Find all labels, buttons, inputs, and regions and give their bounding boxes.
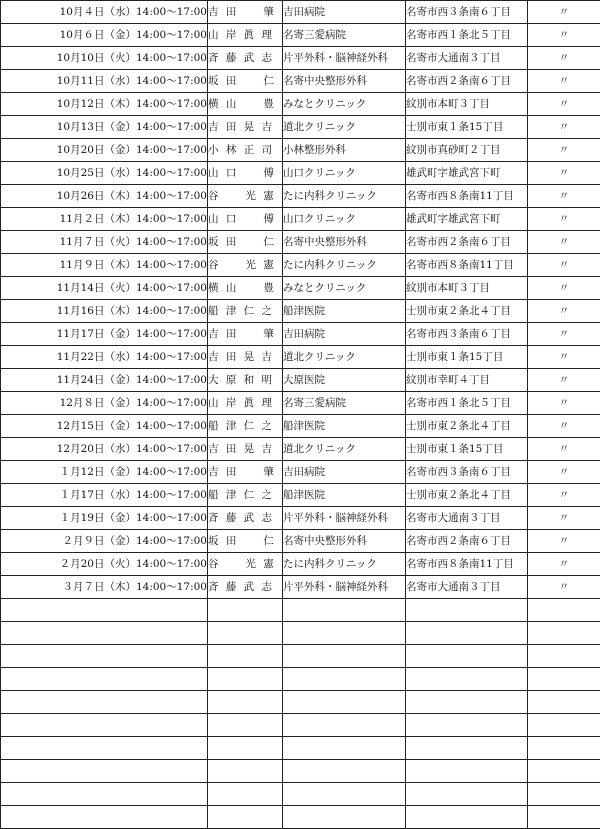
table-row xyxy=(1,162,600,185)
ditto-mark-cell: 〃 xyxy=(528,185,600,208)
address-cell: 名寄市大通南３丁目 xyxy=(406,47,528,70)
ditto-mark-cell: 〃 xyxy=(528,1,600,24)
doctor-cell xyxy=(208,599,283,622)
address-cell xyxy=(406,806,528,829)
table-row xyxy=(1,369,600,392)
hospital-cell: みなとクリニック xyxy=(283,277,406,300)
table-row xyxy=(1,231,600,254)
ditto-mark-cell: 〃 xyxy=(528,300,600,323)
hospital-cell: 片平外科・脳神経外科 xyxy=(283,507,406,530)
ditto-mark-cell: 〃 xyxy=(528,277,600,300)
address-cell xyxy=(406,668,528,691)
address-cell: 名寄市西２条南６丁目 xyxy=(406,70,528,93)
ditto-mark-cell: 〃 xyxy=(528,415,600,438)
table-row xyxy=(1,93,600,116)
date-cell: 11月24日（金）14:00～17:00 xyxy=(1,369,208,392)
doctor-cell: 斉 藤 武 志 xyxy=(208,576,283,599)
ditto-mark-cell xyxy=(528,760,600,783)
date-cell: 11月16日（木）14:00～17:00 xyxy=(1,300,208,323)
doctor-cell: 小 林 正 司 xyxy=(208,139,283,162)
table-row xyxy=(1,622,600,645)
doctor-cell: 坂 田 仁 xyxy=(208,231,283,254)
address-cell: 士別市東２条北４丁目 xyxy=(406,484,528,507)
ditto-mark-cell: 〃 xyxy=(528,576,600,599)
doctor-cell: 谷 光 憲 xyxy=(208,553,283,576)
date-cell: 12月８日（金）14:00～17:00 xyxy=(1,392,208,415)
address-cell: 名寄市西２条南６丁目 xyxy=(406,530,528,553)
table-row xyxy=(1,645,600,668)
hospital-cell: 名寄中央整形外科 xyxy=(283,530,406,553)
ditto-mark-cell: 〃 xyxy=(528,93,600,116)
table-row xyxy=(1,783,600,806)
doctor-cell xyxy=(208,714,283,737)
doctor-cell: 船 津 仁 之 xyxy=(208,484,283,507)
date-cell: １月17日（水）14:00～17:00 xyxy=(1,484,208,507)
ditto-mark-cell: 〃 xyxy=(528,461,600,484)
date-cell: 10月11日（水）14:00～17:00 xyxy=(1,70,208,93)
date-cell: 12月20日（水）14:00～17:00 xyxy=(1,438,208,461)
table-row xyxy=(1,553,600,576)
date-cell: 11月２日（木）14:00～17:00 xyxy=(1,208,208,231)
date-cell: １月12日（金）14:00～17:00 xyxy=(1,461,208,484)
hospital-cell: 名寄三愛病院 xyxy=(283,392,406,415)
ditto-mark-cell: 〃 xyxy=(528,139,600,162)
table-row xyxy=(1,277,600,300)
ditto-mark-cell: 〃 xyxy=(528,24,600,47)
ditto-mark-cell xyxy=(528,783,600,806)
date-cell: 11月９日（木）14:00～17:00 xyxy=(1,254,208,277)
address-cell: 紋別市本町３丁目 xyxy=(406,93,528,116)
date-cell: 10月12日（木）14:00～17:00 xyxy=(1,93,208,116)
hospital-cell: たに内科クリニック xyxy=(283,254,406,277)
date-cell xyxy=(1,806,208,829)
hospital-cell: たに内科クリニック xyxy=(283,553,406,576)
doctor-cell: 船 津 仁 之 xyxy=(208,300,283,323)
doctor-cell: 大 原 和 明 xyxy=(208,369,283,392)
doctor-cell xyxy=(208,645,283,668)
doctor-cell: 横 山 豊 xyxy=(208,93,283,116)
ditto-mark-cell xyxy=(528,806,600,829)
date-cell xyxy=(1,737,208,760)
doctor-cell: 斉 藤 武 志 xyxy=(208,507,283,530)
hospital-cell: 船津医院 xyxy=(283,300,406,323)
date-cell: 11月22日（水）14:00～17:00 xyxy=(1,346,208,369)
date-cell xyxy=(1,783,208,806)
table-row xyxy=(1,691,600,714)
address-cell: 名寄市西３条南６丁目 xyxy=(406,323,528,346)
address-cell xyxy=(406,737,528,760)
date-cell xyxy=(1,645,208,668)
date-cell: 10月４日（水）14:00～17:00 xyxy=(1,1,208,24)
hospital-cell xyxy=(283,714,406,737)
schedule-table-body xyxy=(1,1,600,829)
date-cell xyxy=(1,599,208,622)
ditto-mark-cell xyxy=(528,599,600,622)
doctor-cell: 吉 田 晃 吉 xyxy=(208,346,283,369)
doctor-cell xyxy=(208,783,283,806)
hospital-cell: 道北クリニック xyxy=(283,346,406,369)
address-cell: 雄武町字雄武宮下町 xyxy=(406,162,528,185)
hospital-cell xyxy=(283,806,406,829)
hospital-cell: 小林整形外科 xyxy=(283,139,406,162)
table-row xyxy=(1,24,600,47)
hospital-cell: 名寄中央整形外科 xyxy=(283,70,406,93)
ditto-mark-cell xyxy=(528,645,600,668)
address-cell xyxy=(406,645,528,668)
table-row xyxy=(1,714,600,737)
ditto-mark-cell: 〃 xyxy=(528,346,600,369)
table-row xyxy=(1,530,600,553)
address-cell: 士別市東１条15丁目 xyxy=(406,346,528,369)
doctor-cell xyxy=(208,622,283,645)
date-cell: 10月26日（木）14:00～17:00 xyxy=(1,185,208,208)
table-row xyxy=(1,300,600,323)
hospital-cell xyxy=(283,783,406,806)
date-cell: 10月13日（金）14:00～17:00 xyxy=(1,116,208,139)
table-row xyxy=(1,47,600,70)
doctor-cell xyxy=(208,668,283,691)
ditto-mark-cell: 〃 xyxy=(528,231,600,254)
address-cell xyxy=(406,599,528,622)
table-row xyxy=(1,1,600,24)
address-cell: 雄武町字雄武宮下町 xyxy=(406,208,528,231)
ditto-mark-cell: 〃 xyxy=(528,208,600,231)
hospital-cell: 吉田病院 xyxy=(283,1,406,24)
hospital-cell: 道北クリニック xyxy=(283,116,406,139)
table-row xyxy=(1,70,600,93)
address-cell: 紋別市本町３丁目 xyxy=(406,277,528,300)
ditto-mark-cell: 〃 xyxy=(528,530,600,553)
address-cell: 名寄市西８条南11丁目 xyxy=(406,553,528,576)
date-cell: ３月７日（木）14:00～17:00 xyxy=(1,576,208,599)
address-cell: 紋別市真砂町２丁目 xyxy=(406,139,528,162)
ditto-mark-cell: 〃 xyxy=(528,507,600,530)
ditto-mark-cell xyxy=(528,691,600,714)
hospital-cell xyxy=(283,622,406,645)
address-cell: 名寄市西８条南11丁目 xyxy=(406,254,528,277)
date-cell xyxy=(1,691,208,714)
address-cell xyxy=(406,691,528,714)
table-row xyxy=(1,139,600,162)
address-cell: 士別市東１条15丁目 xyxy=(406,438,528,461)
date-cell: 11月７日（火）14:00～17:00 xyxy=(1,231,208,254)
doctor-cell: 谷 光 憲 xyxy=(208,254,283,277)
date-cell xyxy=(1,760,208,783)
address-cell xyxy=(406,783,528,806)
doctor-cell: 斉 藤 武 志 xyxy=(208,47,283,70)
address-cell: 名寄市大通南３丁目 xyxy=(406,507,528,530)
hospital-cell: 片平外科・脳神経外科 xyxy=(283,576,406,599)
doctor-cell: 吉 田 肇 xyxy=(208,461,283,484)
address-cell: 士別市東２条北４丁目 xyxy=(406,415,528,438)
table-row xyxy=(1,116,600,139)
table-row xyxy=(1,461,600,484)
date-cell xyxy=(1,714,208,737)
table-row xyxy=(1,806,600,829)
doctor-cell xyxy=(208,806,283,829)
table-row xyxy=(1,185,600,208)
hospital-cell: 道北クリニック xyxy=(283,438,406,461)
date-cell xyxy=(1,668,208,691)
hospital-cell xyxy=(283,691,406,714)
table-row xyxy=(1,254,600,277)
doctor-cell: 坂 田 仁 xyxy=(208,70,283,93)
hospital-cell: 名寄三愛病院 xyxy=(283,24,406,47)
hospital-cell xyxy=(283,645,406,668)
doctor-cell: 吉 田 肇 xyxy=(208,323,283,346)
table-row xyxy=(1,507,600,530)
address-cell: 名寄市西３条南６丁目 xyxy=(406,461,528,484)
address-cell: 名寄市大通南３丁目 xyxy=(406,576,528,599)
ditto-mark-cell xyxy=(528,737,600,760)
address-cell: 名寄市西８条南11丁目 xyxy=(406,185,528,208)
hospital-cell xyxy=(283,599,406,622)
ditto-mark-cell: 〃 xyxy=(528,116,600,139)
hospital-cell xyxy=(283,737,406,760)
hospital-cell: 船津医院 xyxy=(283,415,406,438)
address-cell: 士別市東２条北４丁目 xyxy=(406,300,528,323)
hospital-cell xyxy=(283,668,406,691)
doctor-cell: 吉 田 肇 xyxy=(208,1,283,24)
doctor-cell: 山 岸 眞 理 xyxy=(208,24,283,47)
table-row xyxy=(1,208,600,231)
ditto-mark-cell: 〃 xyxy=(528,369,600,392)
address-cell xyxy=(406,714,528,737)
hospital-cell: 船津医院 xyxy=(283,484,406,507)
table-row xyxy=(1,668,600,691)
hospital-cell: みなとクリニック xyxy=(283,93,406,116)
doctor-cell: 吉 田 晃 吉 xyxy=(208,116,283,139)
doctor-cell: 山 口 傅 xyxy=(208,162,283,185)
table-row xyxy=(1,599,600,622)
ditto-mark-cell: 〃 xyxy=(528,484,600,507)
hospital-cell: 片平外科・脳神経外科 xyxy=(283,47,406,70)
date-cell: １月19日（金）14:00～17:00 xyxy=(1,507,208,530)
date-cell: 10月25日（水）14:00～17:00 xyxy=(1,162,208,185)
ditto-mark-cell xyxy=(528,622,600,645)
doctor-cell: 山 口 傅 xyxy=(208,208,283,231)
ditto-mark-cell: 〃 xyxy=(528,438,600,461)
ditto-mark-cell: 〃 xyxy=(528,47,600,70)
address-cell: 名寄市西１条北５丁目 xyxy=(406,24,528,47)
hospital-cell: 名寄中央整形外科 xyxy=(283,231,406,254)
doctor-cell xyxy=(208,737,283,760)
hospital-cell: 吉田病院 xyxy=(283,461,406,484)
date-cell: ２月20日（火）14:00～17:00 xyxy=(1,553,208,576)
address-cell xyxy=(406,622,528,645)
address-cell: 名寄市西１条北５丁目 xyxy=(406,392,528,415)
hospital-cell: 吉田病院 xyxy=(283,323,406,346)
ditto-mark-cell: 〃 xyxy=(528,70,600,93)
hospital-cell: 山口クリニック xyxy=(283,162,406,185)
date-cell xyxy=(1,622,208,645)
doctor-cell xyxy=(208,691,283,714)
table-row xyxy=(1,484,600,507)
hospital-cell: 大原医院 xyxy=(283,369,406,392)
ditto-mark-cell: 〃 xyxy=(528,162,600,185)
address-cell: 名寄市西２条南６丁目 xyxy=(406,231,528,254)
address-cell: 名寄市西３条南６丁目 xyxy=(406,1,528,24)
date-cell: 11月14日（火）14:00～17:00 xyxy=(1,277,208,300)
address-cell: 士別市東１条15丁目 xyxy=(406,116,528,139)
table-row xyxy=(1,415,600,438)
doctor-cell: 吉 田 晃 吉 xyxy=(208,438,283,461)
date-cell: 11月17日（金）14:00～17:00 xyxy=(1,323,208,346)
hospital-cell: たに内科クリニック xyxy=(283,185,406,208)
ditto-mark-cell: 〃 xyxy=(528,392,600,415)
table-row xyxy=(1,323,600,346)
hospital-cell xyxy=(283,760,406,783)
ditto-mark-cell xyxy=(528,714,600,737)
date-cell: 10月20日（金）14:00～17:00 xyxy=(1,139,208,162)
table-row xyxy=(1,392,600,415)
address-cell: 紋別市幸町４丁目 xyxy=(406,369,528,392)
date-cell: 10月６日（金）14:00～17:00 xyxy=(1,24,208,47)
ditto-mark-cell: 〃 xyxy=(528,254,600,277)
table-row xyxy=(1,438,600,461)
ditto-mark-cell: 〃 xyxy=(528,553,600,576)
date-cell: ２月９日（金）14:00～17:00 xyxy=(1,530,208,553)
date-cell: 10月10日（火）14:00～17:00 xyxy=(1,47,208,70)
doctor-cell: 船 津 仁 之 xyxy=(208,415,283,438)
table-row xyxy=(1,760,600,783)
hospital-cell: 山口クリニック xyxy=(283,208,406,231)
date-cell: 12月15日（金）14:00～17:00 xyxy=(1,415,208,438)
doctor-cell: 山 岸 眞 理 xyxy=(208,392,283,415)
ditto-mark-cell: 〃 xyxy=(528,323,600,346)
table-row xyxy=(1,737,600,760)
doctor-cell: 横 山 豊 xyxy=(208,277,283,300)
ditto-mark-cell xyxy=(528,668,600,691)
table-row xyxy=(1,346,600,369)
doctor-cell: 谷 光 憲 xyxy=(208,185,283,208)
doctor-cell xyxy=(208,760,283,783)
address-cell xyxy=(406,760,528,783)
doctor-cell: 坂 田 仁 xyxy=(208,530,283,553)
table-row xyxy=(1,576,600,599)
